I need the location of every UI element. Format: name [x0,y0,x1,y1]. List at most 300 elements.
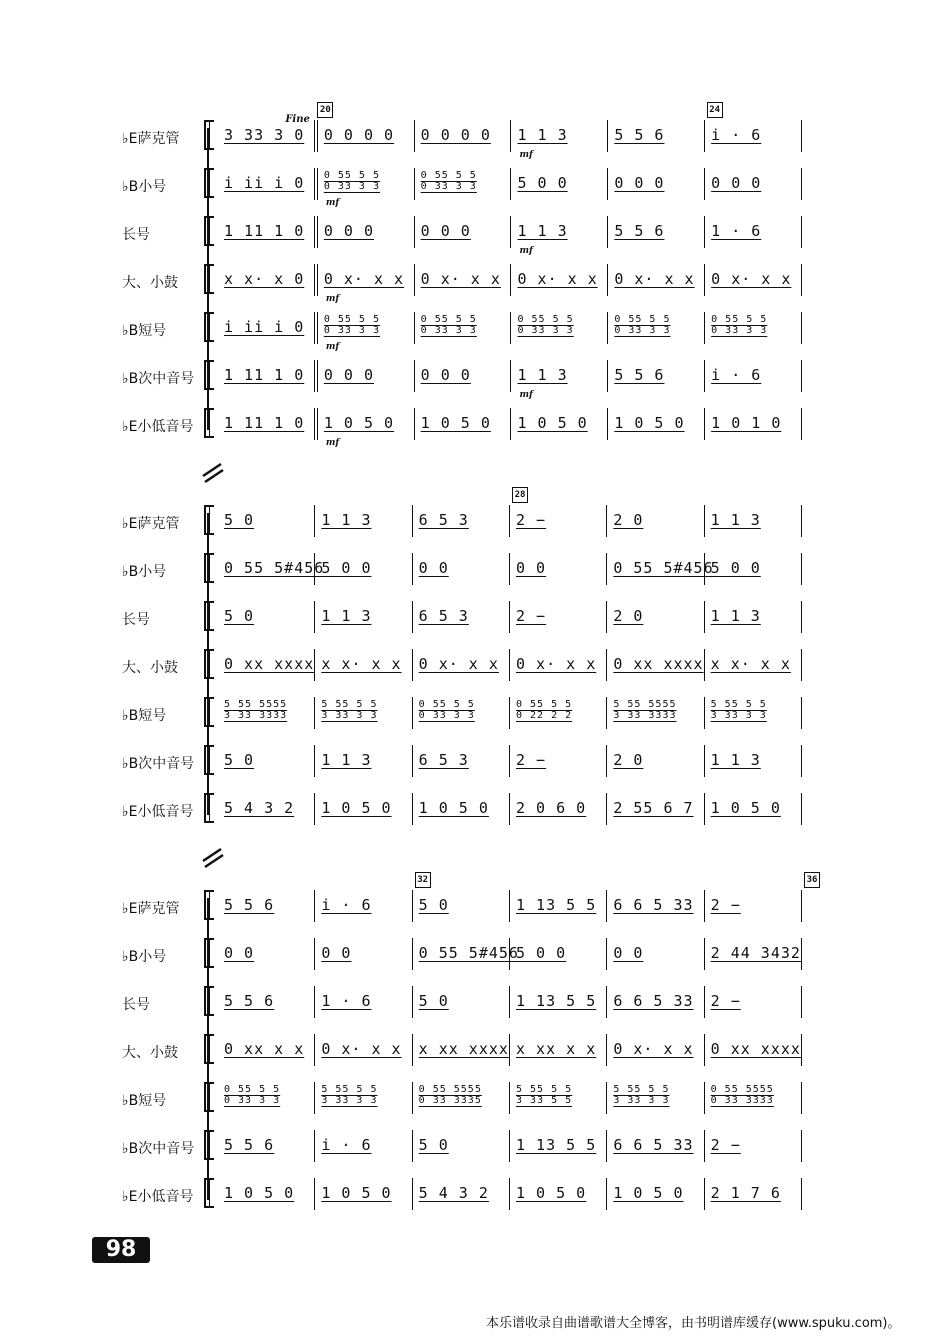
measure [415,408,512,440]
measure-notes: 0 55 5#456 [613,559,714,577]
staff-row [0,695,940,735]
measure [218,360,318,392]
measure-notes: 5 55 5 5 3 33 3 3 [613,1084,670,1106]
measure-notes: 0 xx x x [224,1040,305,1058]
measure [607,505,704,537]
measure [415,120,512,152]
measure [413,505,510,537]
measure [218,553,325,585]
measure-notes: 6 5 3 [418,511,469,529]
measure-notes: 5 5 6 [224,992,275,1010]
staff-bracket [204,601,214,631]
measure-notes: 5 5 6 [614,126,665,144]
staff-bracket [204,697,214,727]
measure [315,553,412,585]
measure-notes: 5 55 5 5 3 33 3 3 [321,699,378,721]
measure-notes: 5 0 [224,511,255,529]
measure-notes: i · 6 [321,1136,372,1154]
measure [218,312,318,344]
measure-notes: 0 xx xxxx [613,655,704,673]
measure [218,697,315,729]
measure-notes: 2 − [710,896,741,914]
measure [510,745,607,777]
dynamic-mark: mf [519,246,533,256]
measure-notes: 1 0 5 0 [517,414,588,432]
dynamic-mark: mf [325,294,340,304]
dynamic-mark: mf [325,438,340,448]
measure [608,312,705,344]
staff-row [0,1032,940,1072]
measure-notes: 1 · 6 [321,992,372,1010]
measure-notes: 0 0 [224,944,255,962]
staff-row [0,310,940,350]
staff-row [0,888,940,928]
measure [318,360,415,392]
measure-notes: 0 55 5 5 0 22 2 2 [515,699,573,721]
measure [315,649,412,681]
measure [608,216,705,248]
instrument-label: ♭E萨克管 [122,516,180,532]
instrument-label: 长号 [122,997,150,1013]
measure-notes: 2 0 [613,751,644,769]
measure-notes: 1 11 1 0 [224,222,305,240]
measure [705,1178,802,1210]
measures [218,505,802,537]
measure-notes: 6 5 3 [418,607,469,625]
measure-notes: i · 6 [321,896,372,914]
measure [315,505,412,537]
measure-notes: 1 · 6 [711,222,762,240]
staff-row [0,599,940,639]
measure [318,216,415,248]
measure-notes: 1 1 3 [321,751,372,769]
measure-notes: 1 1 3 [517,126,568,144]
measure [705,793,802,825]
measure-notes: 1 1 3 [321,607,372,625]
measure-notes: 0 55 5 5 0 33 3 3 [517,314,574,336]
measure [315,1178,412,1210]
measure [705,1082,802,1114]
measure-notes: 0 0 0 [420,222,471,240]
measure-notes: 6 6 5 33 [613,992,694,1010]
measure [607,986,704,1018]
staff-bracket [204,1178,214,1208]
measure-notes: 2 0 [613,607,644,625]
measure [608,168,705,200]
fine-mark: Fine [285,114,310,125]
staff-bracket [204,312,214,342]
measures [218,697,802,729]
measure [218,793,315,825]
measure [705,264,802,296]
measure [705,312,802,344]
measure-notes: 5 0 0 [710,559,761,577]
measures [218,1130,802,1162]
staff-bracket [204,264,214,294]
measure [315,697,412,729]
staff-row [0,743,940,783]
measure-notes: 5 5 6 [614,366,665,384]
measure-notes: 0 0 [613,944,644,962]
measure-notes: 1 1 3 [710,511,761,529]
measure [218,264,318,296]
measure-notes: x x· x 0 [224,270,305,288]
measure [510,697,607,729]
measures [218,986,802,1018]
measure [705,745,802,777]
measure [511,408,608,440]
staff-row [0,503,940,543]
measure-notes: 5 0 [418,1136,449,1154]
measure [413,1082,510,1114]
instrument-label: 大、小鼓 [122,1045,178,1061]
measure-notes: 5 55 5555 3 33 3333 [613,699,677,721]
measure-notes: 0 x· x x [418,655,499,673]
measure-notes: x xx xxxx [418,1040,509,1058]
measures [218,1034,802,1066]
measure-notes: 0 55 5 5 0 33 3 3 [420,314,477,336]
measure-notes: 0 0 [418,559,449,577]
measure [510,505,607,537]
measure [315,793,412,825]
measure [705,649,802,681]
page-number: 98 [92,1237,150,1263]
measure [705,938,802,970]
staff-row [0,791,940,831]
measure [510,649,607,681]
measures [218,120,802,160]
measure [318,312,415,352]
measure [218,1082,315,1114]
measure-notes: 0 55 5555 0 33 3335 [418,1084,482,1106]
measure [413,890,510,922]
dynamic-mark: mf [519,390,533,400]
measure [705,553,802,585]
measures [218,264,802,304]
measure-notes: 1 1 3 [710,751,761,769]
measure [315,745,412,777]
measure [218,505,315,537]
staff-row [0,1080,940,1120]
measure-notes: 5 0 [418,896,449,914]
measure [510,793,607,825]
staff-row [0,936,940,976]
measure [218,745,315,777]
measure [607,1034,704,1066]
staff-row [0,647,940,687]
measure [608,408,705,440]
measure-notes: 2 − [710,992,741,1010]
instrument-label: ♭E小低音号 [122,804,194,820]
measure [608,360,705,392]
measure [705,890,802,922]
measure-notes: 1 11 1 0 [224,414,305,432]
measure-notes: 0 x· x x [614,270,695,288]
instrument-label: ♭B小号 [122,949,167,965]
staff-bracket [204,1130,214,1160]
measure-notes: 0 0 0 [420,366,471,384]
measure [510,1034,607,1066]
measure [510,1178,607,1210]
measure-notes: 0 0 0 [711,174,762,192]
measure [607,1178,704,1210]
staff-row [0,118,940,158]
staff-row [0,166,940,206]
measure [413,938,519,970]
measure-notes: 1 1 3 [517,222,568,240]
measure-notes: i ii i 0 [224,174,305,192]
instrument-label: 大、小鼓 [122,660,178,676]
instrument-label: ♭E萨克管 [122,131,180,147]
rehearsal-mark: 24 [707,102,723,118]
staff-row [0,551,940,591]
measure [218,938,315,970]
staff-row [0,406,940,446]
instrument-label: ♭B短号 [122,323,167,339]
rehearsal-mark: 36 [804,872,820,888]
measure [415,216,512,248]
measure [318,168,415,208]
measure-notes: 1 0 5 0 [613,1184,684,1202]
measures [218,601,802,633]
measure [510,1130,607,1162]
measure [318,264,415,304]
measure-notes: x x· x x [321,655,402,673]
measure-notes: 5 4 3 2 [224,799,295,817]
staff-bracket [204,216,214,246]
measure-notes: 0 0 0 [323,222,374,240]
measure [315,1082,412,1114]
measure-notes: 5 4 3 2 [418,1184,489,1202]
measures [218,1082,802,1114]
measure-notes: 0 55 5 5 0 33 3 3 [418,699,475,721]
measures [218,553,802,585]
measure [315,601,412,633]
measure [705,408,802,440]
measure [511,312,608,344]
instrument-label: ♭B短号 [122,708,167,724]
measure-notes: 5 55 5 5 3 33 3 3 [321,1084,378,1106]
measure [413,649,510,681]
staff-bracket [204,120,214,150]
measure-notes: 0 55 5 5 0 33 3 3 [323,314,380,336]
measure [218,1034,315,1066]
measure [315,890,412,922]
measure-notes: 1 0 5 0 [418,799,489,817]
instrument-label: ♭B次中音号 [122,756,195,772]
measure-notes: 0 0 [515,559,547,577]
measures [218,745,802,777]
measure [413,601,510,633]
measure [608,120,705,152]
measure-notes: 2 0 [613,511,644,529]
measure [315,1130,412,1162]
dynamic-mark: mf [325,198,340,208]
measure [607,890,704,922]
staff-bracket [204,1082,214,1112]
measure [607,1130,704,1162]
measure-notes: 2 − [515,751,547,769]
measure-notes: 5 55 5 5 3 33 5 5 [515,1084,573,1106]
measure [705,697,802,729]
measure-notes: 5 0 0 [515,944,567,962]
measure-notes: 6 6 5 33 [613,1136,694,1154]
measure-notes: 1 0 5 0 [321,1184,392,1202]
measure-notes: 3 33 3 0 [224,126,305,144]
staff-bracket [204,938,214,968]
dynamic-mark: mf [519,150,533,160]
measures [218,360,802,400]
measure-notes: 5 0 0 [321,559,372,577]
measure-notes: 5 0 [224,607,255,625]
measure [413,1130,510,1162]
measure-notes: 0 x· x x [420,270,501,288]
measure [510,986,607,1018]
footer-credit: 本乐谱收录自曲谱歌谱大全博客，由书明谱库缓存(www.spuku.com)。 [486,1316,901,1331]
measure [510,601,607,633]
measure-notes: 0 0 0 [614,174,665,192]
measure [705,120,802,152]
measure [607,601,704,633]
measure-notes: 1 13 5 5 [515,992,597,1010]
staff-bracket [204,793,214,823]
measure [218,168,318,200]
measure-notes: x x· x x [710,655,791,673]
section-break-slash [200,847,230,869]
measure-notes: 0 55 5#456 [418,944,519,962]
measure-notes: 1 0 5 0 [614,414,685,432]
measure-notes: i ii i 0 [224,318,305,336]
measure-notes: 0 55 5 5 0 33 3 3 [420,170,477,192]
measures [218,408,802,448]
measure [415,168,512,200]
staff-row [0,984,940,1024]
measure [705,360,802,392]
staff-row [0,1128,940,1168]
measures [218,890,802,922]
measure-notes: 2 − [710,1136,741,1154]
measure-notes: 1 11 1 0 [224,366,305,384]
instrument-label: 大、小鼓 [122,275,178,291]
measure [705,505,802,537]
measure [511,120,608,160]
measure-notes: 0 55 5#456 [224,559,325,577]
measure-notes: 5 0 [418,992,449,1010]
measure-notes: 0 55 5 5 0 33 3 3 [323,170,380,192]
measure-notes: 2 − [515,511,547,529]
measure-notes: 1 0 5 0 [323,414,395,432]
staff-row [0,262,940,302]
measures [218,793,802,825]
staff-bracket [204,1034,214,1064]
measure [415,312,512,344]
measure [218,120,318,152]
staff-row [0,1176,940,1216]
measure [510,1082,607,1114]
measure [510,553,607,585]
measure [511,360,608,400]
measure-notes: 5 0 [224,751,255,769]
instrument-label: ♭B短号 [122,1093,167,1109]
staff-bracket [204,649,214,679]
staff-row [0,214,940,254]
staff-bracket [204,505,214,535]
measure-notes: 0 x· x x [613,1040,694,1058]
measure [607,649,704,681]
measure-notes: 0 0 0 0 [323,126,395,144]
measure [607,938,704,970]
measure [413,1034,510,1066]
instrument-label: ♭B次中音号 [122,371,195,387]
measure [705,986,802,1018]
measure-notes: 1 0 5 0 [710,799,781,817]
measure-notes: 1 1 3 [517,366,568,384]
instrument-label: ♭B次中音号 [122,1141,195,1157]
measure [218,649,315,681]
measure-notes: 1 13 5 5 [515,896,597,914]
measure-notes: 2 44 3432 [710,944,801,962]
dynamic-mark: mf [325,342,340,352]
measure-notes: 0 0 [321,944,352,962]
measure [218,890,315,922]
measure [413,697,510,729]
staff-bracket [204,986,214,1016]
instrument-label: 长号 [122,612,150,628]
measure-notes: 1 13 5 5 [515,1136,597,1154]
measure-notes: 6 5 3 [418,751,469,769]
staff-bracket [204,360,214,390]
measures [218,312,802,352]
measure [705,216,802,248]
measure-notes: 1 1 3 [321,511,372,529]
measure [318,120,415,152]
rehearsal-mark: 32 [415,872,431,888]
measure [415,360,512,392]
staff-row [0,358,940,398]
measure-notes: 5 5 6 [224,896,275,914]
measure-notes: 0 xx xxxx [224,655,315,673]
measure [413,986,510,1018]
instrument-label: ♭E小低音号 [122,419,194,435]
instrument-label: ♭B小号 [122,564,167,580]
rehearsal-mark: 28 [512,487,528,503]
measure-notes: 2 1 7 6 [710,1184,781,1202]
measure [510,890,607,922]
measure-notes: x xx x x [515,1040,597,1058]
measure-notes: 5 5 6 [614,222,665,240]
measure-notes: i · 6 [711,366,762,384]
measure [607,697,704,729]
measure [705,1034,802,1066]
measure-notes: 1 1 3 [710,607,761,625]
measure [315,938,412,970]
measure [218,986,315,1018]
measure [413,793,510,825]
measures [218,1178,802,1210]
measure-notes: 2 0 6 0 [515,799,587,817]
measure-notes: 2 − [515,607,547,625]
measure [218,216,318,248]
measure-notes: 5 5 6 [224,1136,275,1154]
measure-notes: 0 55 5555 0 33 3333 [710,1084,774,1106]
measure-notes: 0 x· x x [517,270,598,288]
measure [705,601,802,633]
measure [218,1178,315,1210]
measure-notes: 0 55 5 5 0 33 3 3 [711,314,768,336]
measure-notes: 6 6 5 33 [613,896,694,914]
measure-notes: 0 x· x x [321,1040,402,1058]
measure [608,264,705,296]
